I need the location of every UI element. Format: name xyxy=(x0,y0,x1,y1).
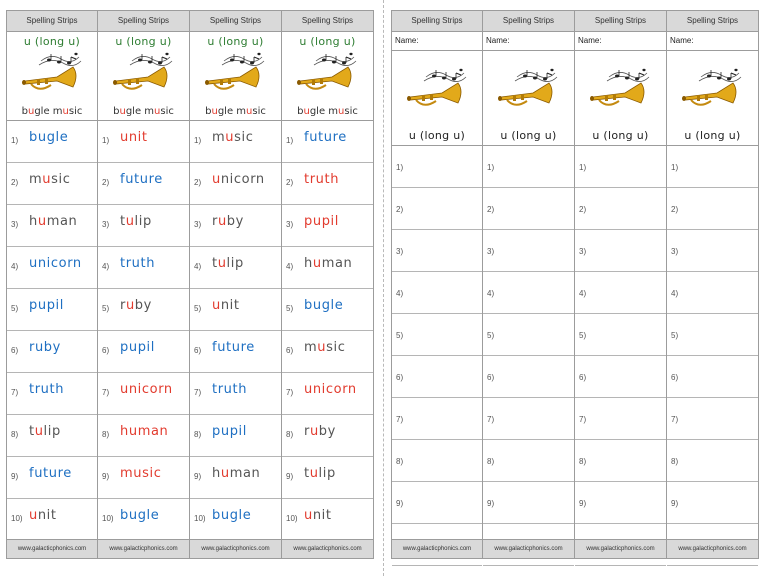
word-number: 3) xyxy=(286,220,294,229)
spelling-word: unit xyxy=(29,508,57,523)
spelling-word: human xyxy=(120,424,169,439)
blank-word-row[interactable] xyxy=(575,146,666,188)
word-row xyxy=(7,373,97,415)
spelling-word: ruby xyxy=(212,214,244,229)
word-number: 1) xyxy=(102,136,110,145)
spelling-strip xyxy=(6,10,98,559)
word-row xyxy=(98,373,189,415)
spelling-word: human xyxy=(212,466,261,481)
keyword-label: bugle music xyxy=(113,106,174,117)
word-number: 2) xyxy=(396,205,404,214)
word-number: 4) xyxy=(102,262,110,271)
word-number: 2) xyxy=(487,205,495,214)
spelling-word: unicorn xyxy=(120,382,173,397)
blank-word-row[interactable] xyxy=(575,314,666,356)
word-row xyxy=(98,415,189,457)
word-number: 3) xyxy=(579,247,587,256)
blank-word-row[interactable] xyxy=(483,146,574,188)
word-number: 5) xyxy=(102,304,110,313)
spelling-word: future xyxy=(304,130,347,145)
word-number: 9) xyxy=(11,472,19,481)
spelling-word: truth xyxy=(304,172,340,187)
bugle-icon xyxy=(589,67,651,111)
word-row xyxy=(190,373,281,415)
name-field[interactable]: Name: xyxy=(575,32,666,51)
blank-word-row[interactable] xyxy=(483,482,574,524)
spelling-word: tulip xyxy=(120,214,152,229)
word-row xyxy=(190,289,281,331)
word-number: 4) xyxy=(286,262,294,271)
word-number: 9) xyxy=(579,499,587,508)
word-number: 8) xyxy=(102,430,110,439)
word-number: 7) xyxy=(11,388,19,397)
spelling-word: ruby xyxy=(29,340,61,355)
spelling-word: human xyxy=(29,214,78,229)
word-row xyxy=(98,331,189,373)
blank-word-row[interactable] xyxy=(392,272,482,314)
word-number: 8) xyxy=(579,457,587,466)
word-row xyxy=(7,289,97,331)
blank-spelling-strip xyxy=(391,10,483,559)
word-number: 7) xyxy=(579,415,587,424)
word-row xyxy=(190,499,281,541)
spelling-word: music xyxy=(304,340,346,355)
strip-footer: www.galacticphonics.com xyxy=(190,539,281,558)
word-number: 6) xyxy=(396,373,404,382)
keyword-box xyxy=(282,32,373,121)
word-row xyxy=(282,415,373,457)
spelling-word: tulip xyxy=(29,424,61,439)
strip-header: Spelling Strips xyxy=(190,11,281,32)
spelling-word: music xyxy=(212,130,254,145)
word-number: 5) xyxy=(579,331,587,340)
blank-word-row[interactable] xyxy=(667,398,758,440)
bugle-icon xyxy=(204,51,266,95)
spelling-word: bugle xyxy=(212,508,252,523)
spelling-word: future xyxy=(29,466,72,481)
blank-word-row[interactable] xyxy=(667,314,758,356)
word-number: 5) xyxy=(671,331,679,340)
strip-footer: www.galacticphonics.com xyxy=(575,539,666,558)
blank-word-row[interactable] xyxy=(392,146,482,188)
word-row xyxy=(7,499,97,541)
word-number: 6) xyxy=(286,346,294,355)
spelling-word: tulip xyxy=(304,466,336,481)
spelling-strip xyxy=(282,10,374,559)
left-page xyxy=(6,10,376,559)
word-number: 9) xyxy=(396,499,404,508)
keyword-label: bugle music xyxy=(205,106,266,117)
blank-word-row[interactable] xyxy=(483,356,574,398)
strip-header: Spelling Strips xyxy=(98,11,189,32)
strip-footer: www.galacticphonics.com xyxy=(282,539,373,558)
word-number: 8) xyxy=(11,430,19,439)
word-row xyxy=(282,163,373,205)
word-number: 5) xyxy=(11,304,19,313)
word-number: 4) xyxy=(579,289,587,298)
bugle-icon xyxy=(112,51,174,95)
blank-word-row[interactable] xyxy=(483,272,574,314)
word-row xyxy=(7,163,97,205)
right-page xyxy=(391,10,761,559)
word-row xyxy=(190,457,281,499)
word-number: 10) xyxy=(286,514,298,523)
word-number: 8) xyxy=(487,457,495,466)
word-row xyxy=(7,457,97,499)
blank-word-row[interactable] xyxy=(667,146,758,188)
word-number: 4) xyxy=(194,262,202,271)
sound-label: u (long u) xyxy=(207,35,264,48)
blank-word-row[interactable] xyxy=(483,188,574,230)
blank-word-row[interactable] xyxy=(575,398,666,440)
keyword-box xyxy=(98,32,189,121)
spelling-word: bugle xyxy=(120,508,160,523)
word-number: 4) xyxy=(671,289,679,298)
word-number: 8) xyxy=(286,430,294,439)
keyword-box xyxy=(392,51,482,146)
spelling-word: truth xyxy=(212,382,248,397)
blank-word-row[interactable] xyxy=(392,482,482,524)
sound-label: u (long u) xyxy=(23,35,81,48)
word-row xyxy=(282,373,373,415)
blank-word-row[interactable] xyxy=(575,482,666,524)
sound-label: u (long u) xyxy=(592,129,649,142)
blank-spelling-strip xyxy=(667,10,759,559)
spelling-word: unit xyxy=(212,298,240,313)
word-number: 5) xyxy=(194,304,202,313)
spelling-word: unicorn xyxy=(29,256,82,271)
spelling-word: music xyxy=(120,466,162,481)
word-row xyxy=(190,121,281,163)
word-number: 1) xyxy=(11,136,19,145)
bugle-icon xyxy=(406,67,468,111)
word-number: 3) xyxy=(487,247,495,256)
word-row xyxy=(282,331,373,373)
spelling-word: truth xyxy=(120,256,156,271)
word-number: 4) xyxy=(487,289,495,298)
strip-footer: www.galacticphonics.com xyxy=(667,539,758,558)
word-number: 9) xyxy=(671,499,679,508)
spelling-word: future xyxy=(212,340,255,355)
bugle-icon xyxy=(21,51,83,95)
blank-spelling-strip xyxy=(483,10,575,559)
word-number: 6) xyxy=(194,346,202,355)
spelling-word: pupil xyxy=(120,340,155,355)
keyword-box xyxy=(575,51,666,146)
word-number: 7) xyxy=(102,388,110,397)
strip-footer: www.galacticphonics.com xyxy=(392,539,482,558)
word-number: 3) xyxy=(671,247,679,256)
blank-word-row[interactable] xyxy=(667,188,758,230)
word-number: 2) xyxy=(194,178,202,187)
word-number: 2) xyxy=(671,205,679,214)
spelling-word: truth xyxy=(29,382,65,397)
strip-footer: www.galacticphonics.com xyxy=(7,539,97,558)
strip-header: Spelling Strips xyxy=(575,11,666,32)
word-number: 9) xyxy=(286,472,294,481)
blank-word-row[interactable] xyxy=(483,398,574,440)
word-number: 1) xyxy=(286,136,294,145)
sound-label: u (long u) xyxy=(299,35,356,48)
spelling-word: ruby xyxy=(304,424,336,439)
spelling-word: music xyxy=(29,172,71,187)
keyword-box xyxy=(7,32,97,121)
strip-header: Spelling Strips xyxy=(392,11,482,32)
word-number: 7) xyxy=(286,388,294,397)
word-number: 6) xyxy=(487,373,495,382)
sound-label: u (long u) xyxy=(684,129,741,142)
word-row xyxy=(7,331,97,373)
spelling-word: unicorn xyxy=(304,382,357,397)
spelling-word: pupil xyxy=(29,298,64,313)
word-number: 1) xyxy=(671,163,679,172)
word-number: 2) xyxy=(286,178,294,187)
word-number: 4) xyxy=(396,289,404,298)
word-number: 7) xyxy=(194,388,202,397)
word-number: 9) xyxy=(194,472,202,481)
word-number: 5) xyxy=(487,331,495,340)
keyword-box xyxy=(667,51,758,146)
blank-word-row[interactable] xyxy=(392,188,482,230)
word-number: 10) xyxy=(194,514,206,523)
word-number: 4) xyxy=(11,262,19,271)
spelling-word: human xyxy=(304,256,353,271)
spelling-strip xyxy=(98,10,190,559)
blank-word-row[interactable] xyxy=(392,356,482,398)
word-number: 3) xyxy=(102,220,110,229)
word-number: 3) xyxy=(11,220,19,229)
word-number: 9) xyxy=(487,499,495,508)
word-row xyxy=(282,457,373,499)
spelling-word: unit xyxy=(120,130,148,145)
strip-header: Spelling Strips xyxy=(7,11,97,32)
word-row xyxy=(98,163,189,205)
word-row xyxy=(98,247,189,289)
word-number: 7) xyxy=(396,415,404,424)
word-row xyxy=(282,499,373,541)
blank-word-row[interactable] xyxy=(483,314,574,356)
word-row xyxy=(282,247,373,289)
spelling-word: pupil xyxy=(304,214,339,229)
blank-word-row[interactable] xyxy=(483,230,574,272)
word-row xyxy=(98,457,189,499)
blank-word-row[interactable] xyxy=(667,440,758,482)
word-number: 1) xyxy=(579,163,587,172)
blank-word-row[interactable] xyxy=(667,272,758,314)
blank-word-row[interactable] xyxy=(667,356,758,398)
word-row xyxy=(98,499,189,541)
word-number: 10) xyxy=(102,514,114,523)
bugle-icon xyxy=(681,67,743,111)
spelling-word: tulip xyxy=(212,256,244,271)
word-number: 6) xyxy=(671,373,679,382)
word-number: 8) xyxy=(671,457,679,466)
word-number: 1) xyxy=(194,136,202,145)
word-row xyxy=(190,163,281,205)
page-divider xyxy=(383,0,384,576)
name-field[interactable]: Name: xyxy=(483,32,574,51)
word-number: 1) xyxy=(396,163,404,172)
blank-word-row[interactable] xyxy=(575,272,666,314)
name-field[interactable]: Name: xyxy=(667,32,758,51)
word-number: 7) xyxy=(671,415,679,424)
blank-word-row[interactable] xyxy=(483,440,574,482)
word-number: 10) xyxy=(11,514,23,523)
word-row xyxy=(98,121,189,163)
strip-footer: www.galacticphonics.com xyxy=(98,539,189,558)
word-row xyxy=(7,205,97,247)
spelling-word: future xyxy=(120,172,163,187)
keyword-label: bugle music xyxy=(297,106,358,117)
word-row xyxy=(190,205,281,247)
bugle-icon xyxy=(497,67,559,111)
word-row xyxy=(7,415,97,457)
word-number: 3) xyxy=(194,220,202,229)
word-number: 5) xyxy=(396,331,404,340)
blank-word-row[interactable] xyxy=(575,188,666,230)
name-field[interactable]: Name: xyxy=(392,32,482,51)
word-row xyxy=(190,331,281,373)
word-number: 6) xyxy=(579,373,587,382)
spelling-word: bugle xyxy=(29,130,69,145)
word-row xyxy=(282,121,373,163)
blank-word-row[interactable] xyxy=(392,230,482,272)
blank-word-row[interactable] xyxy=(392,314,482,356)
blank-spelling-strip xyxy=(575,10,667,559)
word-number: 3) xyxy=(396,247,404,256)
word-number: 2) xyxy=(11,178,19,187)
strip-header: Spelling Strips xyxy=(282,11,373,32)
spelling-strip xyxy=(190,10,282,559)
word-number: 7) xyxy=(487,415,495,424)
spelling-word: pupil xyxy=(212,424,247,439)
word-number: 6) xyxy=(11,346,19,355)
keyword-label: bugle music xyxy=(21,106,83,117)
word-row xyxy=(7,121,97,163)
blank-word-row[interactable] xyxy=(392,398,482,440)
sound-label: u (long u) xyxy=(408,129,466,142)
sound-label: u (long u) xyxy=(500,129,557,142)
word-number: 9) xyxy=(102,472,110,481)
blank-word-row[interactable] xyxy=(575,440,666,482)
keyword-box xyxy=(190,32,281,121)
word-number: 5) xyxy=(286,304,294,313)
sound-label: u (long u) xyxy=(115,35,172,48)
spelling-word: unicorn xyxy=(212,172,265,187)
word-number: 1) xyxy=(487,163,495,172)
keyword-box xyxy=(483,51,574,146)
blank-word-row[interactable] xyxy=(667,230,758,272)
blank-word-row[interactable] xyxy=(392,440,482,482)
word-number: 8) xyxy=(194,430,202,439)
word-row xyxy=(98,205,189,247)
word-number: 6) xyxy=(102,346,110,355)
bugle-icon xyxy=(296,51,358,95)
word-row xyxy=(190,247,281,289)
strip-header: Spelling Strips xyxy=(483,11,574,32)
word-row xyxy=(98,289,189,331)
strip-header: Spelling Strips xyxy=(667,11,758,32)
blank-word-row[interactable] xyxy=(667,482,758,524)
spelling-word: ruby xyxy=(120,298,152,313)
word-row xyxy=(282,205,373,247)
spelling-word: unit xyxy=(304,508,332,523)
word-number: 2) xyxy=(102,178,110,187)
strip-footer: www.galacticphonics.com xyxy=(483,539,574,558)
word-row xyxy=(7,247,97,289)
word-number: 8) xyxy=(396,457,404,466)
word-row xyxy=(190,415,281,457)
word-number: 2) xyxy=(579,205,587,214)
blank-word-row[interactable] xyxy=(575,230,666,272)
word-row xyxy=(282,289,373,331)
blank-word-row[interactable] xyxy=(575,356,666,398)
spelling-word: bugle xyxy=(304,298,344,313)
